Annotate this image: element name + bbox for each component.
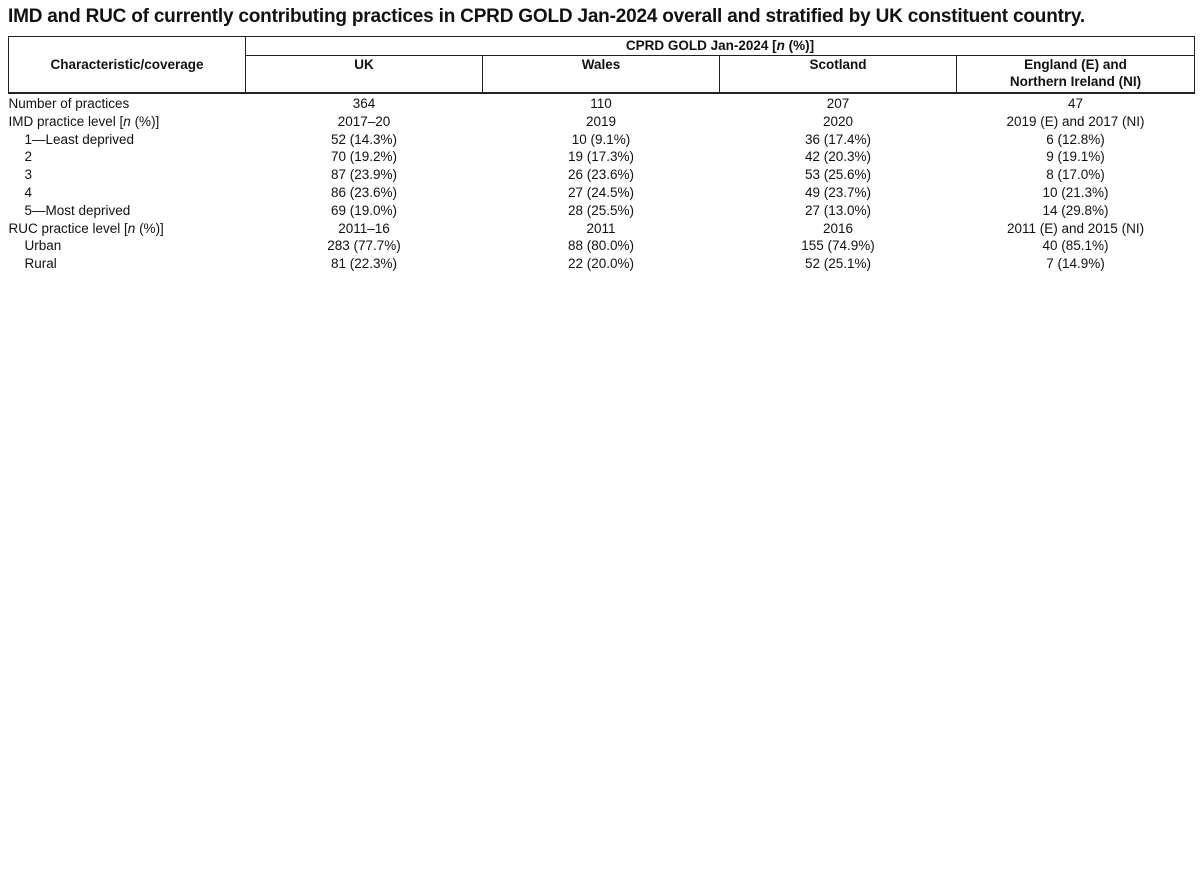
header-group-row [9,37,1195,56]
table-title: IMD and RUC of currently contributing practices in CPRD GOLD Jan-2024 overall and stratified by UK constituent country. [8,6,1085,27]
table-row [9,131,1195,149]
header-col-wales: Wales [483,56,720,94]
row-label: 4 [24,184,33,200]
row-label: 1—Least deprived [24,131,135,147]
cell-wales: 88 (80.0%) [567,238,635,254]
table-row [9,255,1195,273]
cell-england-ni: 10 (21.3%) [1042,184,1109,200]
cell-uk: 2017–20 [337,113,391,129]
cell-wales: 19 (17.3%) [567,149,635,165]
cell-uk: 2011–16 [338,220,390,236]
cell-uk: 86 (23.6%) [330,184,398,200]
cell-wales: 10 (9.1%) [571,131,631,147]
table-row [9,202,1195,220]
header-col-england-ni: England (E) and Northern Ireland (NI) [957,56,1195,94]
header-col-uk: UK [246,56,483,94]
cell-wales: 28 (25.5%) [567,202,635,218]
table-row [9,184,1195,202]
cell-scotland: 27 (13.0%) [804,202,872,218]
row-label: Urban [24,238,62,254]
cell-wales: 110 [590,96,612,111]
cell-wales: 2019 [585,113,617,129]
row-label: 5—Most deprived [24,202,131,218]
cell-england-ni: 14 (29.8%) [1042,202,1109,218]
cell-scotland: 53 (25.6%) [804,167,872,183]
cell-england-ni: 2011 (E) and 2015 (NI) [1006,220,1145,236]
cell-england-ni: 6 (12.8%) [1046,131,1105,147]
cell-uk: 70 (19.2%) [330,149,398,165]
cell-england-ni: 8 (17.0%) [1046,167,1105,183]
table-row [9,113,1195,131]
row-label: Rural [24,256,57,272]
header-group-label: CPRD GOLD Jan-2024 [n (%)] [246,37,1195,56]
cell-scotland: 42 (20.3%) [804,149,872,165]
cell-england-ni: 9 (19.1%) [1046,149,1105,165]
cell-uk: 364 [352,96,376,111]
header-col-scotland: Scotland [720,56,957,94]
table-body [9,93,1195,273]
data-table [8,36,1195,273]
cell-scotland: 207 [826,96,850,111]
table-row [9,93,1195,113]
row-label: 2 [24,149,33,165]
cell-scotland: 2016 [822,220,854,236]
cell-uk: 81 (22.3%) [330,256,398,272]
header-blank-cell [9,37,246,56]
cell-wales: 22 (20.0%) [567,256,635,272]
table-row [9,220,1195,238]
cell-wales: 27 (24.5%) [567,184,635,200]
cell-uk: 87 (23.9%) [330,167,398,183]
cell-england-ni: 47 [1068,96,1084,111]
table-row [9,237,1195,255]
header-columns-row [9,56,1195,94]
row-label: Number of practices [8,96,130,111]
table-row [9,148,1195,166]
cell-england-ni: 40 (85.1%) [1042,238,1109,254]
cell-uk: 69 (19.0%) [330,202,398,218]
cell-england-ni: 7 (14.9%) [1046,256,1105,272]
cell-scotland: 36 (17.4%) [804,131,872,147]
cell-scotland: 49 (23.7%) [804,184,872,200]
cell-uk: 283 (77.7%) [327,238,401,254]
cell-scotland: 52 (25.1%) [804,256,872,272]
cell-england-ni: 2019 (E) and 2017 (NI) [1006,113,1145,129]
row-label: 3 [24,167,33,183]
row-label: RUC practice level [n (%)] [8,220,164,236]
cell-wales: 26 (23.6%) [567,167,635,183]
row-label: IMD practice level [n (%)] [8,113,160,129]
cell-uk: 52 (14.3%) [330,131,398,147]
header-characteristic: Characteristic/coverage [9,56,246,94]
cell-scotland: 2020 [822,113,854,129]
cell-scotland: 155 (74.9%) [801,238,875,254]
table-row [9,166,1195,184]
cell-wales: 2011 [586,220,616,236]
